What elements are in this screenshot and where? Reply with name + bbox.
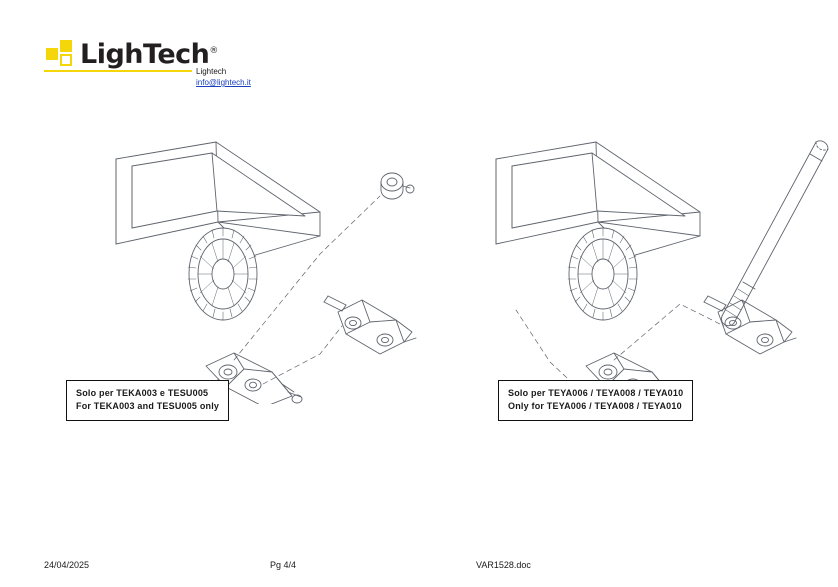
note-left-line-en: For TEKA003 and TESU005 only xyxy=(76,401,220,411)
brand-logo xyxy=(46,36,218,70)
footer-filename: VAR1528.doc xyxy=(476,560,531,570)
note-box-right xyxy=(498,380,693,421)
trademark-symbol: ® xyxy=(209,46,218,56)
swingarm-assembly-left xyxy=(20,104,420,404)
note-right-line-en: Only for TEYA006 / TEYA008 / TEYA010 xyxy=(508,401,682,411)
note-right-line-it: Solo per TEYA006 / TEYA008 / TEYA010 xyxy=(508,388,684,398)
note-left-line-it: Solo per TEKA003 e TESU005 xyxy=(76,388,209,398)
brand-underline xyxy=(44,70,192,72)
contact-company: Lightech xyxy=(196,67,227,76)
footer-page-number: Pg 4/4 xyxy=(270,560,297,570)
note-box-left xyxy=(66,380,229,421)
footer-date: 24/04/2025 xyxy=(44,560,90,570)
lightech-logo-icon xyxy=(46,40,76,70)
brand-wordmark xyxy=(80,36,218,70)
brand-wordmark-text: LighTech xyxy=(80,39,210,70)
contact-block xyxy=(196,66,251,88)
page-footer xyxy=(0,560,838,580)
contact-email-link[interactable]: info@lightech.it xyxy=(196,78,251,87)
swingarm-assembly-right xyxy=(430,104,830,404)
